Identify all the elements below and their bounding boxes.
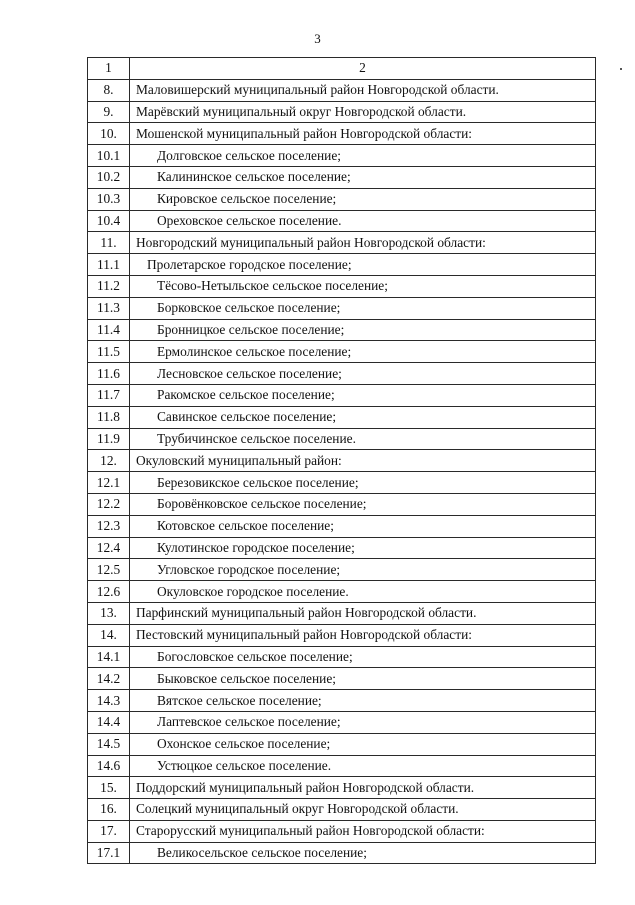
- table-row: [88, 820, 596, 842]
- row-number: 12.1: [88, 472, 130, 494]
- row-number: 14.6: [88, 755, 130, 777]
- table-row: [88, 690, 596, 712]
- table-row: [88, 581, 596, 603]
- row-municipality-name: Боровёнковское сельское поселение;: [130, 493, 596, 515]
- table-header-row: [88, 58, 596, 80]
- table-row: [88, 341, 596, 363]
- row-number: 11.9: [88, 428, 130, 450]
- row-municipality-name: Новгородский муниципальный район Новгородской области:: [130, 232, 596, 254]
- row-number: 8.: [88, 79, 130, 101]
- table-row: [88, 232, 596, 254]
- row-municipality-name: Бронницкое сельское поселение;: [130, 319, 596, 341]
- row-number: 10.1: [88, 145, 130, 167]
- row-number: 11.1: [88, 254, 130, 276]
- row-number: 12.5: [88, 559, 130, 581]
- row-number: 12.: [88, 450, 130, 472]
- table-row: [88, 472, 596, 494]
- row-municipality-name: Окуловский муниципальный район:: [130, 450, 596, 472]
- table-row: [88, 101, 596, 123]
- row-number: 10.4: [88, 210, 130, 232]
- table-row: [88, 275, 596, 297]
- row-municipality-name: Котовское сельское поселение;: [130, 515, 596, 537]
- table-row: [88, 668, 596, 690]
- table-row: [88, 406, 596, 428]
- page-number: 3: [314, 31, 321, 46]
- row-number: 17.: [88, 820, 130, 842]
- table-row: [88, 384, 596, 406]
- table-row: [88, 559, 596, 581]
- row-municipality-name: Пестовский муниципальный район Новгородской области:: [130, 624, 596, 646]
- row-municipality-name: Тёсово-Нетыльское сельское поселение;: [130, 275, 596, 297]
- row-municipality-name: Вятское сельское поселение;: [130, 690, 596, 712]
- row-municipality-name: Трубичинское сельское поселение.: [130, 428, 596, 450]
- row-municipality-name: Маловишерский муниципальный район Новгородской области.: [130, 79, 596, 101]
- row-municipality-name: Марёвский муниципальный округ Новгородской области.: [130, 101, 596, 123]
- table-row: [88, 210, 596, 232]
- row-number: 11.4: [88, 319, 130, 341]
- table-row: [88, 799, 596, 821]
- table-row: [88, 79, 596, 101]
- row-municipality-name: Угловское городское поселение;: [130, 559, 596, 581]
- table-row: [88, 363, 596, 385]
- table-row: [88, 145, 596, 167]
- row-municipality-name: Кулотинское городское поселение;: [130, 537, 596, 559]
- table-row: [88, 711, 596, 733]
- row-number: 11.6: [88, 363, 130, 385]
- municipalities-table: [87, 57, 596, 864]
- column-header-name: 2: [130, 58, 596, 80]
- table-row: [88, 515, 596, 537]
- row-municipality-name: Охонское сельское поселение;: [130, 733, 596, 755]
- row-municipality-name: Быковское сельское поселение;: [130, 668, 596, 690]
- scan-speck: [620, 68, 622, 70]
- row-number: 14.2: [88, 668, 130, 690]
- row-municipality-name: Савинское сельское поселение;: [130, 406, 596, 428]
- row-number: 12.2: [88, 493, 130, 515]
- table-row: [88, 755, 596, 777]
- table-row: [88, 166, 596, 188]
- row-municipality-name: Богословское сельское поселение;: [130, 646, 596, 668]
- row-number: 14.5: [88, 733, 130, 755]
- row-municipality-name: Великосельское сельское поселение;: [130, 842, 596, 864]
- row-number: 14.4: [88, 711, 130, 733]
- table-row: [88, 493, 596, 515]
- row-number: 11.7: [88, 384, 130, 406]
- row-number: 14.: [88, 624, 130, 646]
- table-row: [88, 624, 596, 646]
- row-municipality-name: Ореховское сельское поселение.: [130, 210, 596, 232]
- table-row: [88, 450, 596, 472]
- row-municipality-name: Окуловское городское поселение.: [130, 581, 596, 603]
- row-municipality-name: Лаптевское сельское поселение;: [130, 711, 596, 733]
- row-number: 10.: [88, 123, 130, 145]
- row-municipality-name: Борковское сельское поселение;: [130, 297, 596, 319]
- row-number: 13.: [88, 602, 130, 624]
- table-row: [88, 123, 596, 145]
- row-number: 10.2: [88, 166, 130, 188]
- row-number: 11.2: [88, 275, 130, 297]
- row-number: 12.6: [88, 581, 130, 603]
- row-number: 11.3: [88, 297, 130, 319]
- table-row: [88, 646, 596, 668]
- table-row: [88, 297, 596, 319]
- row-municipality-name: Солецкий муниципальный округ Новгородской области.: [130, 799, 596, 821]
- row-number: 14.1: [88, 646, 130, 668]
- row-number: 17.1: [88, 842, 130, 864]
- table-row: [88, 254, 596, 276]
- row-municipality-name: Кировское сельское поселение;: [130, 188, 596, 210]
- row-municipality-name: Старорусский муниципальный район Новгородской области:: [130, 820, 596, 842]
- row-number: 11.8: [88, 406, 130, 428]
- row-municipality-name: Ермолинское сельское поселение;: [130, 341, 596, 363]
- row-number: 9.: [88, 101, 130, 123]
- row-number: 11.5: [88, 341, 130, 363]
- row-municipality-name: Калининское сельское поселение;: [130, 166, 596, 188]
- row-municipality-name: Долговское сельское поселение;: [130, 145, 596, 167]
- table-row: [88, 188, 596, 210]
- table-row: [88, 428, 596, 450]
- row-municipality-name: Лесновское сельское поселение;: [130, 363, 596, 385]
- row-number: 14.3: [88, 690, 130, 712]
- table-row: [88, 602, 596, 624]
- row-number: 11.: [88, 232, 130, 254]
- row-municipality-name: Мошенской муниципальный район Новгородской области:: [130, 123, 596, 145]
- column-header-number: 1: [88, 58, 130, 80]
- table-body: [88, 58, 596, 864]
- row-municipality-name: Устюцкое сельское поселение.: [130, 755, 596, 777]
- row-number: 12.3: [88, 515, 130, 537]
- row-number: 16.: [88, 799, 130, 821]
- row-municipality-name: Ракомское сельское поселение;: [130, 384, 596, 406]
- row-municipality-name: Парфинский муниципальный район Новгородской области.: [130, 602, 596, 624]
- table-row: [88, 537, 596, 559]
- row-municipality-name: Пролетарское городское поселение;: [130, 254, 596, 276]
- row-municipality-name: Березовикское сельское поселение;: [130, 472, 596, 494]
- table-row: [88, 842, 596, 864]
- table-row: [88, 319, 596, 341]
- table-row: [88, 777, 596, 799]
- table-row: [88, 733, 596, 755]
- row-municipality-name: Поддорский муниципальный район Новгородской области.: [130, 777, 596, 799]
- row-number: 12.4: [88, 537, 130, 559]
- row-number: 15.: [88, 777, 130, 799]
- row-number: 10.3: [88, 188, 130, 210]
